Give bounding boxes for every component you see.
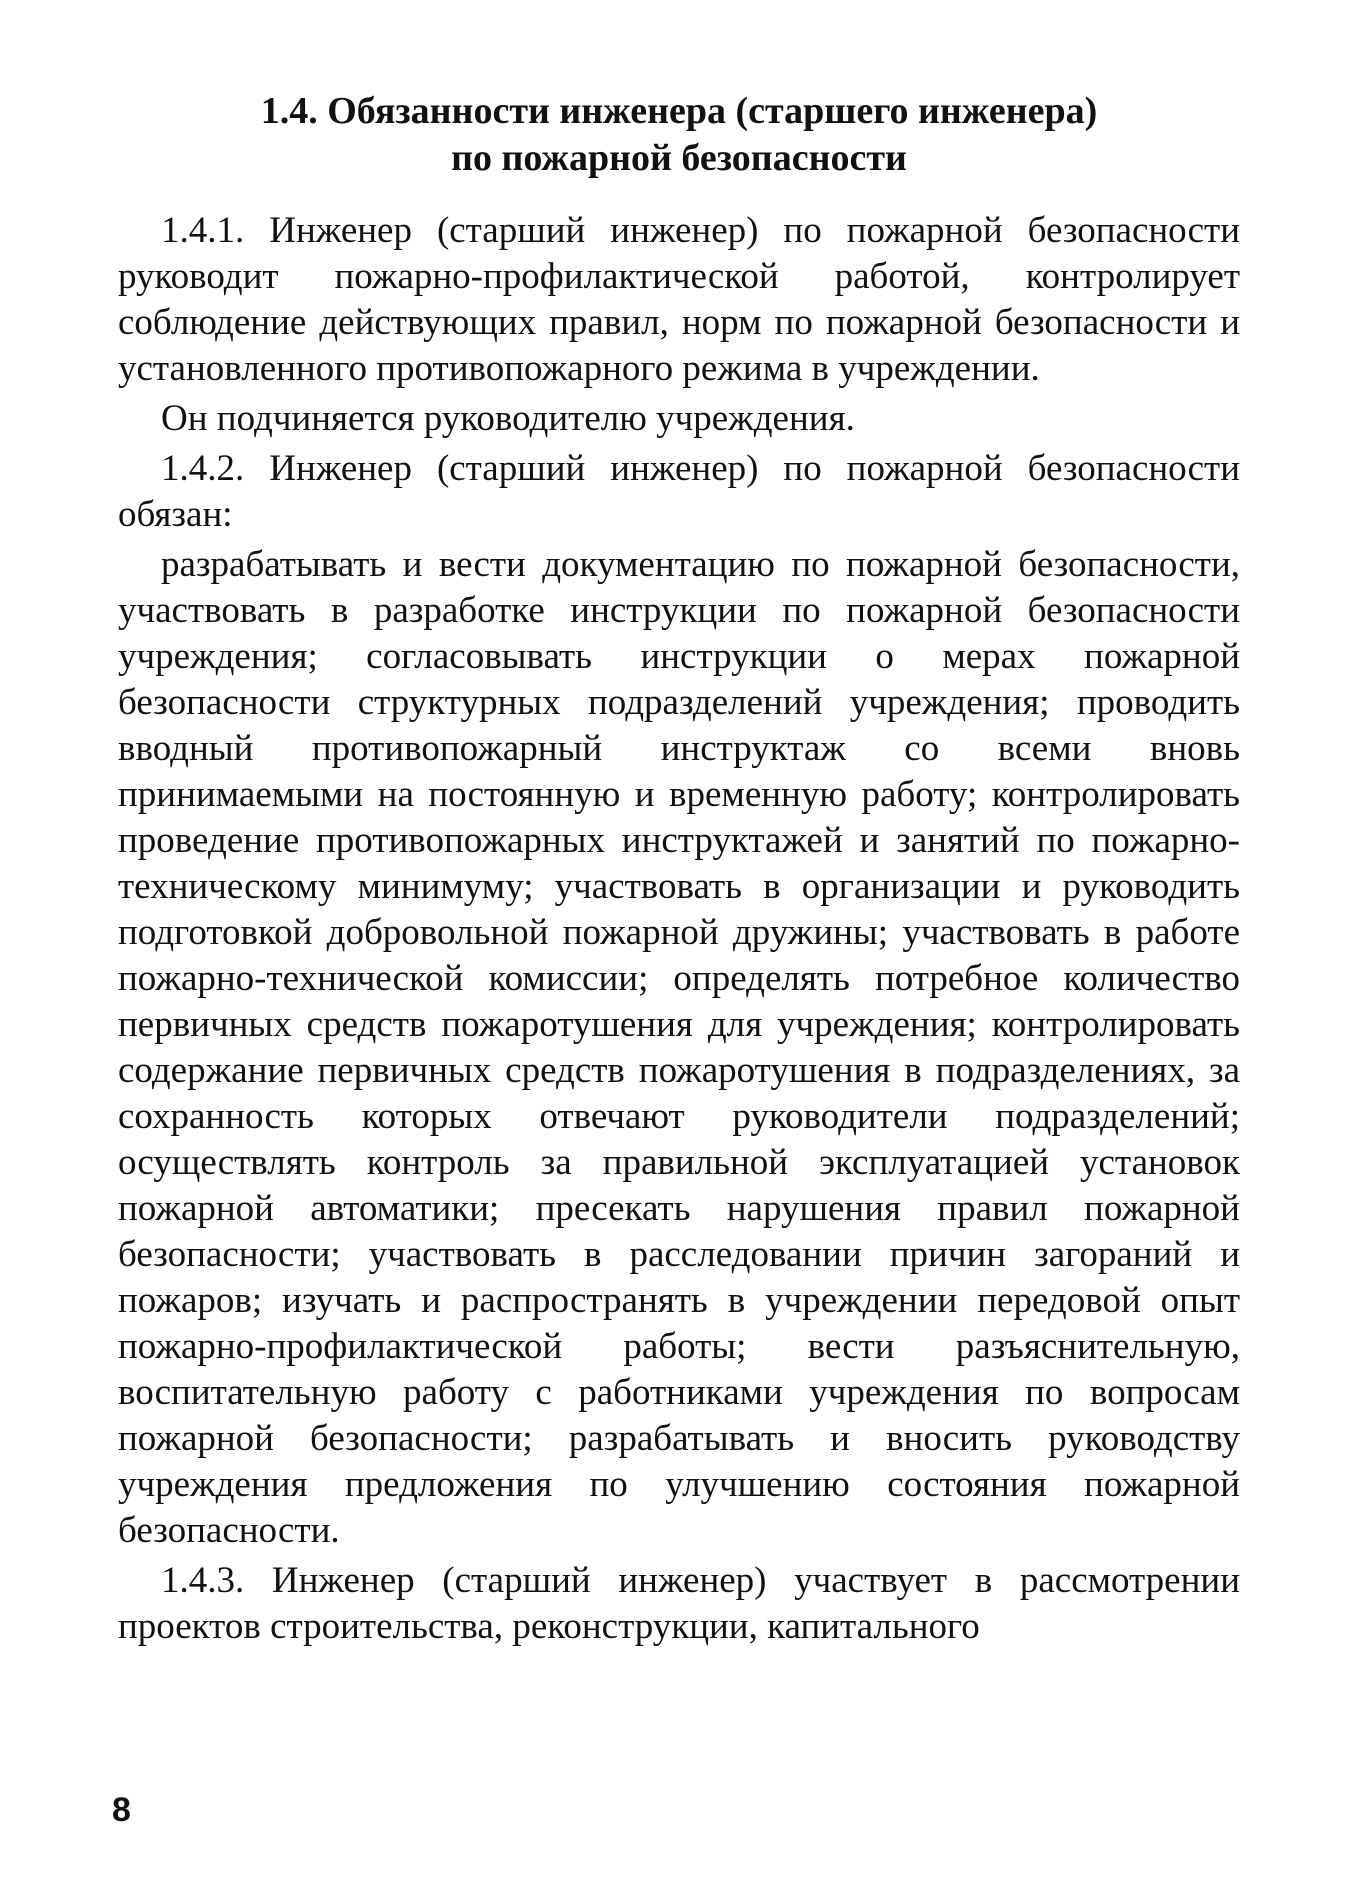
section-heading <box>118 88 1240 182</box>
clause-number: 1.4.1. <box>161 210 245 251</box>
paragraph-text: Он подчиняется руководителю учреждения. <box>161 398 855 439</box>
paragraph-1-4-1 <box>118 208 1240 392</box>
paragraph-text: разрабатывать и вести документацию по пожарной безопасности, участвовать в разработке инструкции по пожарной безопасности учреждения; согласовывать инструкции о мерах пожарной безопасности структурных подразделений учреждения; проводить вводный противопожарный инструктаж со всеми вновь принимаемыми на постоянную и временную работу; контролировать проведение противопожарных инструктажей и занятий по пожарно-техническому минимуму; участвовать в организации и руководить подготовкой добровольной пожарной дружины; участвовать в работе пожарно-технической комиссии; определять потребное количество первичных средств пожаротушения для учреждения; контролировать содержание первичных средств пожаротушения в подразделениях, за сохранность которых отвечают руководители подразделений; осуществлять контроль за правильной эксплуатацией установок пожарной автоматики; пресекать нарушения правил пожарной безопасности; участвовать в расследовании причин загораний и пожаров; изучать и распространять в учреждении передовой опыт пожарно-профилактической работы; вести разъяснительную, воспитательную работу с работниками учреждения по вопросам пожарной безопасности; разрабатывать и вносить руководству учреждения предложения по улучшению состояния пожарной безопасности. <box>118 544 1240 1551</box>
section-heading-line-1: 1.4. Обязанности инженера (старшего инженера) <box>260 90 1098 132</box>
document-page <box>118 88 1240 1654</box>
paragraph-subordination <box>118 396 1240 442</box>
paragraph-text: Инженер (старший инженер) по пожарной безопасности обязан: <box>118 448 1240 535</box>
clause-number: 1.4.2. <box>161 448 245 489</box>
section-heading-line-2: по пожарной безопасности <box>451 137 907 179</box>
page-number: 8 <box>112 1791 131 1829</box>
paragraph-1-4-2 <box>118 446 1240 538</box>
paragraph-text: Инженер (старший инженер) по пожарной безопасности руководит пожарно-профилактической работой, контролирует соблюдение действующих правил, норм по пожарной безопасности и установленного противопожарного режима в учреждении. <box>118 210 1240 389</box>
paragraph-duties-list <box>118 542 1240 1554</box>
paragraph-1-4-3 <box>118 1558 1240 1650</box>
clause-number: 1.4.3. <box>161 1560 245 1601</box>
paragraph-text: Инженер (старший инженер) участвует в рассмотрении проектов строительства, реконструкции, капитального <box>118 1560 1240 1647</box>
